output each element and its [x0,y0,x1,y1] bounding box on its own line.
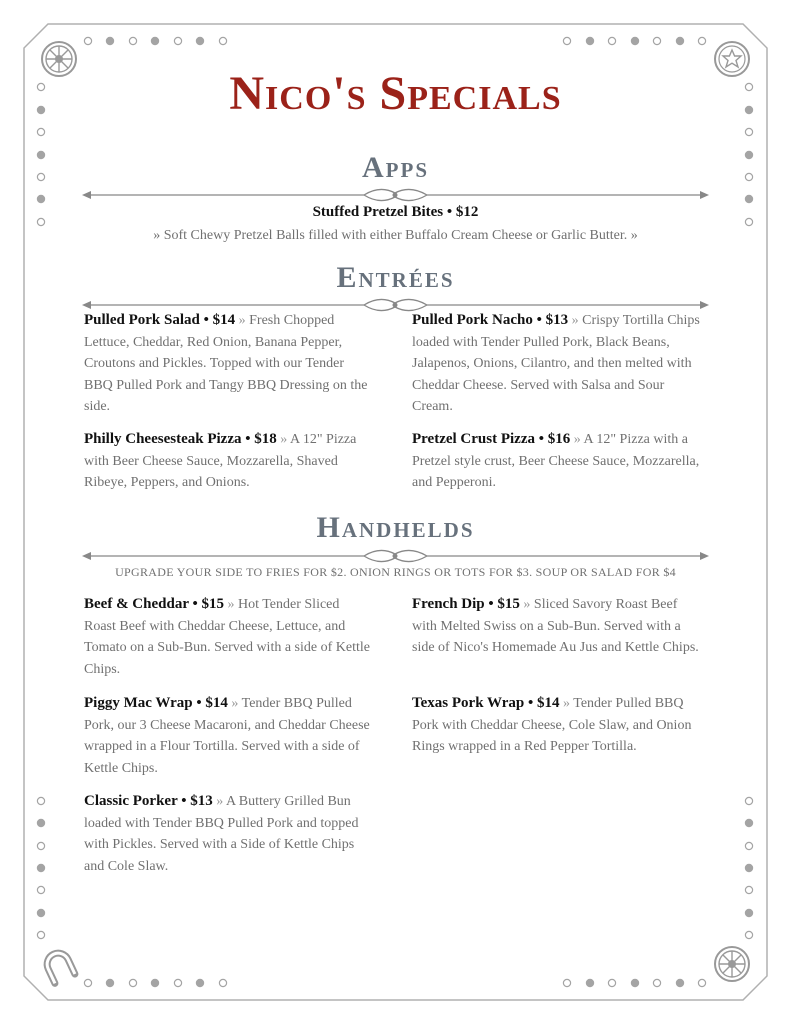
border-dot [745,819,752,826]
item-name: Philly Cheesesteak Pizza [84,431,242,447]
border-dot [745,886,752,893]
border-dot [586,37,593,44]
border-dot [219,37,226,44]
item-description: Tender Pulled BBQ Pork with Cheddar Cheese, Cole Slaw, and Onion Rings wrapped in a Red Pepper Tortilla. [412,696,692,754]
item-name: Pulled Pork Nacho [412,312,533,328]
item-description: Tender BBQ Pulled Pork, our 3 Cheese Macaroni, and Cheddar Cheese wrapped in a Flour Tortilla. Served with a side of Kettle Chips. [84,696,370,776]
border-dot [698,37,705,44]
border-dot [37,797,44,804]
horseshoe-icon [44,950,75,984]
item-description: Sliced Savory Roast Beef with Melted Swiss on a Sub-Bun. Served with a side of Nico's Homemade Au Jus and Kettle Chips. [412,597,699,655]
dot-separator: • [245,431,251,447]
border-dot [37,128,44,135]
item-name: French Dip [412,596,485,612]
section-heading-entrees: Entrées [336,261,455,294]
item-description: A 12" Pizza with Beer Cheese Sauce, Mozzarella, Shaved Ribeye, Peppers, and Onions. [84,432,357,490]
menu-item-pretzel-crust-pizza [412,429,702,494]
border-dot [196,37,203,44]
item-price: $13 [190,793,213,809]
border-dot [676,979,683,986]
border-dot [129,979,136,986]
arrow-separator: » [280,432,288,447]
item-description: Crispy Tortilla Chips loaded with Tender Pulled Pork, Black Beans, Jalapenos, Onions, Cilantro, and then melted with Cheddar Cheese. Served with Salsa and Sour Cream. [412,313,700,414]
item-price: $14 [212,312,236,328]
dot-separator: • [446,204,453,220]
item-price: $13 [545,312,569,328]
menu-item-piggy-mac-wrap [84,693,374,779]
border-dot [151,979,158,986]
dot-separator: • [192,596,198,612]
item-price: $16 [547,431,571,447]
border-dot [586,979,593,986]
arrow-separator: » [563,696,571,711]
border-dot [698,979,705,986]
border-dot [151,37,158,44]
menu-title: Nico's Specials [229,67,562,120]
dot-separator: • [536,312,542,328]
border-dot [745,909,752,916]
menu-item-philly-cheesesteak-pizza [84,429,374,494]
item-description: Hot Tender Sliced Roast Beef with Cheddar Cheese, Lettuce, and Tomato on a Sub-Bun. Served with a side of Kettle Chips. [84,597,370,677]
border-dot [196,979,203,986]
border-dot [37,819,44,826]
border-dot [608,37,615,44]
border-dot [745,864,752,871]
border-dot [37,909,44,916]
menu-item-pulled-pork-salad [84,310,374,418]
border-dot [745,931,752,938]
dot-separator: • [203,312,209,328]
border-dot [106,979,113,986]
section-heading-handhelds: Handhelds [316,511,475,544]
item-name: Classic Porker [84,793,178,809]
item-name: Beef & Cheddar [84,596,189,612]
border-dot [37,931,44,938]
border-dot [174,37,181,44]
upgrade-side-note: UPGRADE YOUR SIDE TO FRIES FOR $2. ONION RINGS OR TOTS FOR $3. SOUP OR SALAD FOR $4 [115,565,676,579]
item-name: Piggy Mac Wrap [84,695,193,711]
border-dot [676,37,683,44]
arrow-separator: » [216,794,224,809]
menu-item-pulled-pork-nacho [412,310,702,418]
menu-item-texas-pork-wrap [412,693,702,758]
border-dot [37,842,44,849]
arrow-separator: » [523,597,531,612]
item-price: $18 [254,431,277,447]
border-dot [563,979,570,986]
border-dot [37,886,44,893]
arrow-separator: » [231,696,239,711]
border-dot [631,979,638,986]
border-dot [631,37,638,44]
menu-item-classic-porker [84,791,374,877]
item-description: A Buttery Grilled Bun loaded with Tender BBQ Pulled Pork and topped with Pickles. Served with a Side of Kettle Chips and Cole Slaw. [84,794,359,874]
wagon-wheel-icon [715,947,749,981]
border-dot [219,979,226,986]
border-dot [37,864,44,871]
menu-item-stuffed-pretzel-bites [0,200,791,246]
border-dot [745,842,752,849]
border-dot [653,979,660,986]
item-name: Pretzel Crust Pizza [412,431,535,447]
arrow-separator: » [238,313,246,328]
arrow-separator: » [227,597,235,612]
item-price: $14 [205,695,228,711]
border-dot [653,37,660,44]
item-price: $14 [537,695,560,711]
item-name: Pulled Pork Salad [84,312,200,328]
dot-separator: • [488,596,494,612]
item-description: » Soft Chewy Pretzel Balls filled with either Buffalo Cream Cheese or Garlic Butter. » [153,228,638,243]
border-dot [84,37,91,44]
item-description: A 12" Pizza with a Pretzel style crust, Beer Cheese Sauce, Mozzarella, and Pepperoni. [412,432,700,490]
dot-separator: • [528,695,534,711]
section-divider [82,547,709,565]
border-dot [608,979,615,986]
dot-separator: • [196,695,202,711]
item-price: $15 [201,596,224,612]
item-name: Texas Pork Wrap [412,695,525,711]
section-heading-apps: Apps [362,151,429,184]
border-dot [174,979,181,986]
dot-separator: • [181,793,187,809]
border-dot [745,797,752,804]
border-dot [563,37,570,44]
menu-item-beef-cheddar [84,594,374,680]
item-description: Fresh Chopped Lettuce, Cheddar, Red Onion, Banana Pepper, Croutons and Pickles. Topped with our Tender BBQ Pulled Pork and Tangy BBQ Dressing on the side. [84,313,368,414]
item-price: $12 [455,204,479,220]
item-name: Stuffed Pretzel Bites [312,204,444,220]
menu-item-french-dip [412,594,702,659]
dot-separator: • [538,431,545,447]
border-dot [106,37,113,44]
arrow-separator: » [573,432,581,447]
border-dot [745,128,752,135]
item-price: $15 [497,596,520,612]
border-dot [84,979,91,986]
arrow-separator: » [571,313,579,328]
border-dot [129,37,136,44]
